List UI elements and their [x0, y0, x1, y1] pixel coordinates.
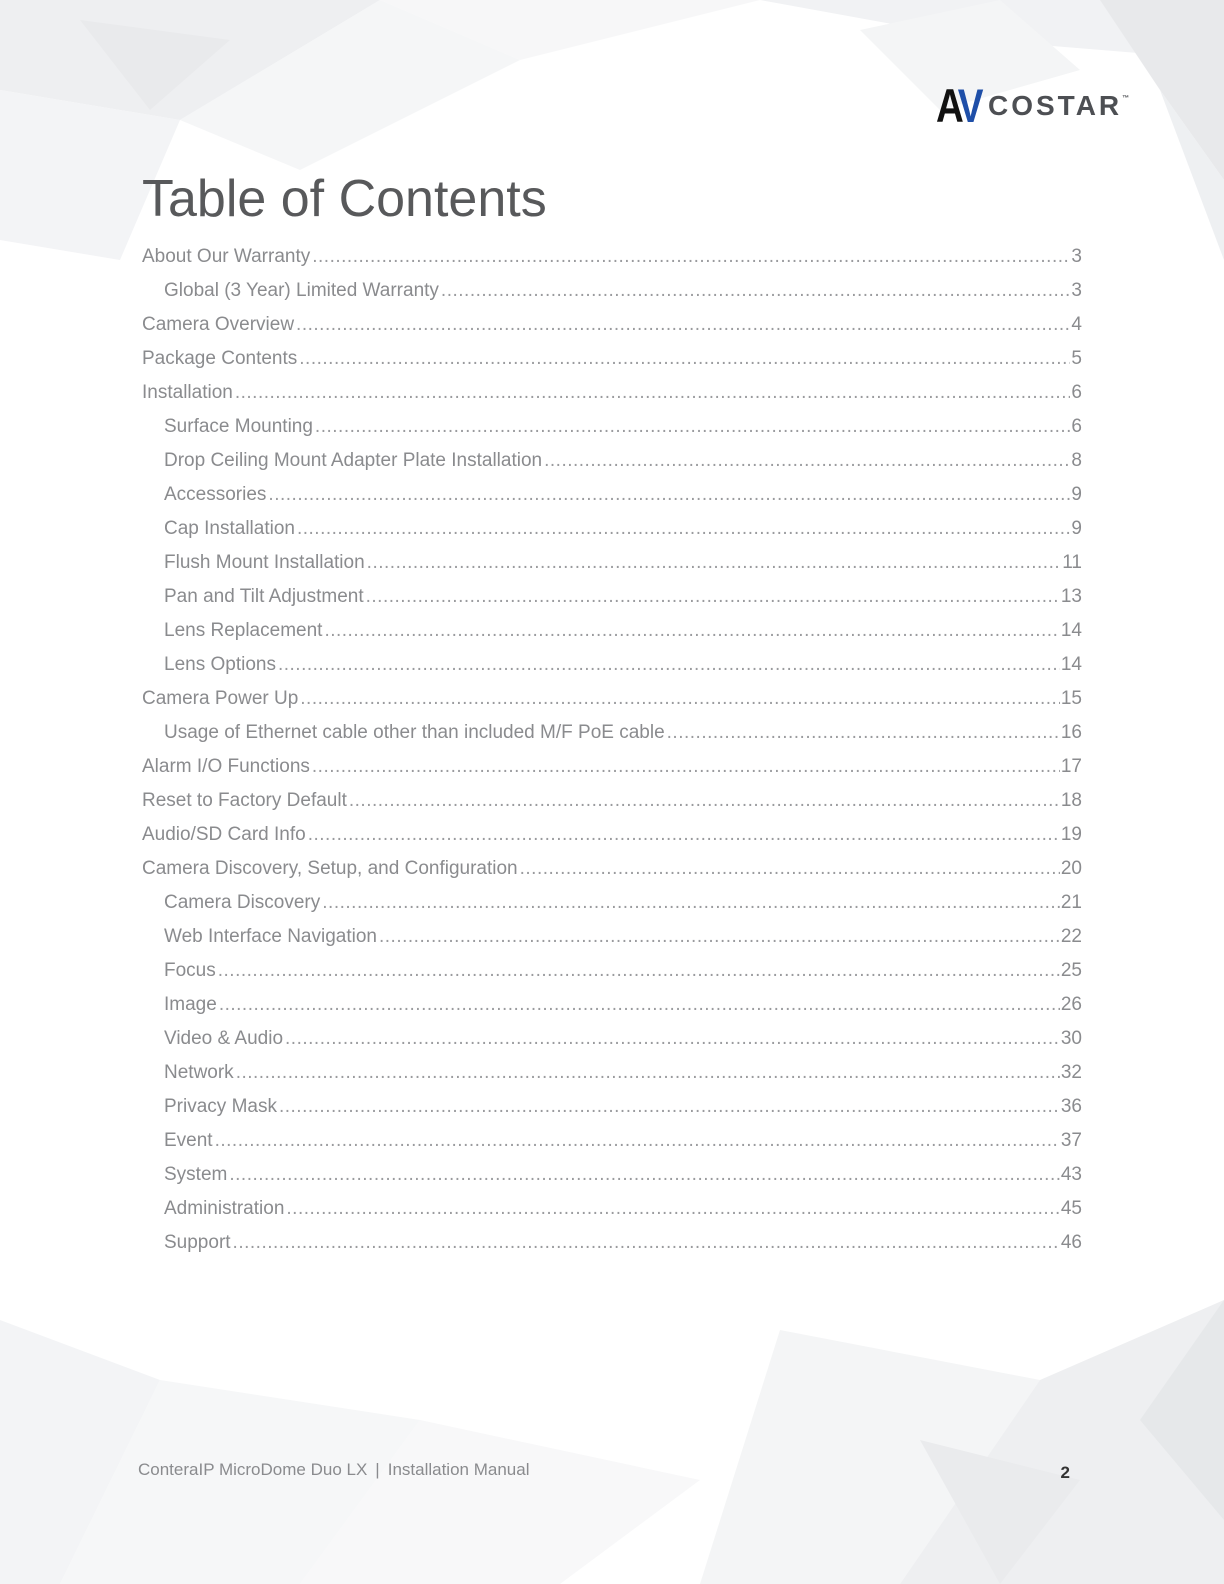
- toc-dot-leader: [544, 444, 1070, 478]
- toc-entry[interactable]: [142, 886, 1082, 920]
- toc-dot-leader: [308, 818, 1060, 852]
- toc-entry-label: Surface Mounting: [164, 416, 313, 437]
- toc-dot-leader: [236, 1056, 1060, 1090]
- footer-product-name: ConteraIP MicroDome Duo LX: [138, 1460, 368, 1479]
- toc-entry-page: 14: [1060, 654, 1082, 675]
- toc-entry[interactable]: [142, 1056, 1082, 1090]
- toc-entry-label: Focus: [164, 960, 216, 981]
- toc-dot-leader: [285, 1022, 1060, 1056]
- toc-entry-page: 16: [1060, 722, 1082, 743]
- toc-dot-leader: [286, 1192, 1059, 1226]
- toc-entry-page: 9: [1071, 518, 1082, 539]
- toc-entry[interactable]: [142, 682, 1082, 716]
- toc-dot-leader: [229, 1158, 1060, 1192]
- toc-entry-label: Accessories: [164, 484, 267, 505]
- toc-entry-page: 25: [1060, 960, 1082, 981]
- toc-entry-page: 13: [1060, 586, 1082, 607]
- toc-dot-leader: [667, 716, 1060, 750]
- toc-entry-page: 17: [1060, 756, 1082, 777]
- avcostar-logo: [936, 79, 1130, 132]
- footer-document-info: [138, 1460, 529, 1480]
- toc-dot-leader: [278, 648, 1060, 682]
- toc-entry-page: 22: [1060, 926, 1082, 947]
- toc-entry-label: Lens Options: [164, 654, 276, 675]
- toc-dot-leader: [299, 342, 1070, 376]
- toc-entry-page: 19: [1060, 824, 1082, 845]
- toc-entry-label: Pan and Tilt Adjustment: [164, 586, 364, 607]
- toc-entry[interactable]: [142, 784, 1082, 818]
- toc-entry-label: Drop Ceiling Mount Adapter Plate Installation: [164, 450, 543, 471]
- toc-entry[interactable]: [142, 308, 1082, 342]
- toc-entry[interactable]: [142, 342, 1082, 376]
- toc-dot-leader: [315, 410, 1071, 444]
- toc-entry-label: Installation: [142, 382, 233, 403]
- toc-entry-page: 6: [1071, 382, 1082, 403]
- toc-entry-page: 37: [1060, 1130, 1082, 1151]
- page-number: 2: [1060, 1463, 1070, 1482]
- toc-dot-leader: [235, 376, 1071, 410]
- toc-entry[interactable]: [142, 1090, 1082, 1124]
- toc-entry[interactable]: [142, 410, 1082, 444]
- toc-entry-page: 36: [1060, 1096, 1082, 1117]
- toc-entry-label: Administration: [164, 1198, 285, 1219]
- toc-entry[interactable]: [142, 750, 1082, 784]
- toc-entry-label: Privacy Mask: [164, 1096, 277, 1117]
- toc-dot-leader: [312, 750, 1060, 784]
- toc-entry-page: 14: [1060, 620, 1082, 641]
- toc-entry[interactable]: [142, 852, 1082, 886]
- toc-dot-leader: [297, 512, 1070, 546]
- toc-entry[interactable]: [142, 580, 1082, 614]
- toc-entry[interactable]: [142, 1192, 1082, 1226]
- toc-entry[interactable]: [142, 988, 1082, 1022]
- toc-entry-label: Flush Mount Installation: [164, 552, 365, 573]
- toc-entry-label: Camera Discovery, Setup, and Configuration: [142, 858, 518, 879]
- toc-dot-leader: [322, 886, 1060, 920]
- toc-entry[interactable]: [142, 1022, 1082, 1056]
- toc-entry[interactable]: [142, 274, 1082, 308]
- toc-entry[interactable]: [142, 954, 1082, 988]
- toc-entry-page: 46: [1060, 1232, 1082, 1253]
- toc-dot-leader: [279, 1090, 1060, 1124]
- toc-entry-label: Web Interface Navigation: [164, 926, 377, 947]
- logo-trademark: ™: [1122, 95, 1130, 102]
- table-of-contents: [142, 240, 1082, 1260]
- toc-entry-label: Global (3 Year) Limited Warranty: [164, 280, 439, 301]
- toc-entry-label: Support: [164, 1232, 231, 1253]
- toc-entry-label: Cap Installation: [164, 518, 295, 539]
- toc-entry-label: Network: [164, 1062, 234, 1083]
- toc-entry[interactable]: [142, 1124, 1082, 1158]
- toc-entry-page: 30: [1060, 1028, 1082, 1049]
- toc-entry[interactable]: [142, 512, 1082, 546]
- footer-separator: |: [375, 1460, 380, 1479]
- toc-entry-page: 4: [1071, 314, 1082, 335]
- toc-dot-leader: [520, 852, 1060, 886]
- toc-entry-page: 43: [1060, 1164, 1082, 1185]
- toc-entry-page: 32: [1060, 1062, 1082, 1083]
- toc-entry-label: Reset to Factory Default: [142, 790, 347, 811]
- toc-entry-page: 3: [1071, 280, 1082, 301]
- toc-entry-label: Package Contents: [142, 348, 298, 369]
- toc-entry[interactable]: [142, 478, 1082, 512]
- toc-dot-leader: [366, 580, 1060, 614]
- toc-entry-label: Camera Discovery: [164, 892, 321, 913]
- toc-dot-leader: [300, 682, 1060, 716]
- page-title: Table of Contents: [142, 170, 547, 228]
- toc-dot-leader: [218, 954, 1060, 988]
- toc-entry-page: 20: [1060, 858, 1082, 879]
- toc-entry-label: Camera Overview: [142, 314, 295, 335]
- toc-entry-page: 3: [1071, 246, 1082, 267]
- toc-entry[interactable]: [142, 1226, 1082, 1260]
- toc-entry[interactable]: [142, 444, 1082, 478]
- toc-dot-leader: [312, 240, 1070, 274]
- toc-entry-page: 6: [1071, 416, 1082, 437]
- toc-entry-label: Audio/SD Card Info: [142, 824, 306, 845]
- toc-entry[interactable]: [142, 240, 1082, 274]
- toc-entry[interactable]: [142, 920, 1082, 954]
- toc-entry-label: About Our Warranty: [142, 246, 311, 267]
- toc-dot-leader: [379, 920, 1060, 954]
- logo-wordmark: COSTAR: [988, 90, 1123, 121]
- toc-entry-label: Image: [164, 994, 217, 1015]
- toc-entry-label: Camera Power Up: [142, 688, 299, 709]
- toc-entry-page: 18: [1060, 790, 1082, 811]
- toc-entry-page: 15: [1060, 688, 1082, 709]
- toc-entry-page: 11: [1062, 552, 1082, 573]
- toc-dot-leader: [441, 274, 1071, 308]
- toc-entry-page: 5: [1071, 348, 1082, 369]
- toc-dot-leader: [233, 1226, 1060, 1260]
- toc-entry-label: System: [164, 1164, 228, 1185]
- toc-entry-label: Event: [164, 1130, 213, 1151]
- toc-entry[interactable]: [142, 818, 1082, 852]
- toc-dot-leader: [349, 784, 1060, 818]
- toc-entry-label: Usage of Ethernet cable other than included M/F PoE cable: [164, 722, 665, 743]
- toc-entry-page: 21: [1060, 892, 1082, 913]
- toc-dot-leader: [219, 988, 1060, 1022]
- toc-dot-leader: [215, 1124, 1060, 1158]
- logo-av-mark: AV: [936, 79, 981, 132]
- toc-entry[interactable]: [142, 648, 1082, 682]
- toc-dot-leader: [367, 546, 1062, 580]
- toc-entry-page: 9: [1071, 484, 1082, 505]
- toc-entry-page: 8: [1071, 450, 1082, 471]
- toc-entry-page: 45: [1060, 1198, 1082, 1219]
- toc-entry-label: Lens Replacement: [164, 620, 323, 641]
- toc-dot-leader: [296, 308, 1070, 342]
- toc-entry[interactable]: [142, 614, 1082, 648]
- toc-entry-label: Alarm I/O Functions: [142, 756, 310, 777]
- footer-doc-type: Installation Manual: [387, 1460, 530, 1479]
- toc-entry[interactable]: [142, 716, 1082, 750]
- toc-entry[interactable]: [142, 546, 1082, 580]
- toc-entry[interactable]: [142, 1158, 1082, 1192]
- toc-entry-page: 26: [1060, 994, 1082, 1015]
- toc-entry[interactable]: [142, 376, 1082, 410]
- toc-entry-label: Video & Audio: [164, 1028, 284, 1049]
- toc-dot-leader: [268, 478, 1070, 512]
- toc-dot-leader: [324, 614, 1059, 648]
